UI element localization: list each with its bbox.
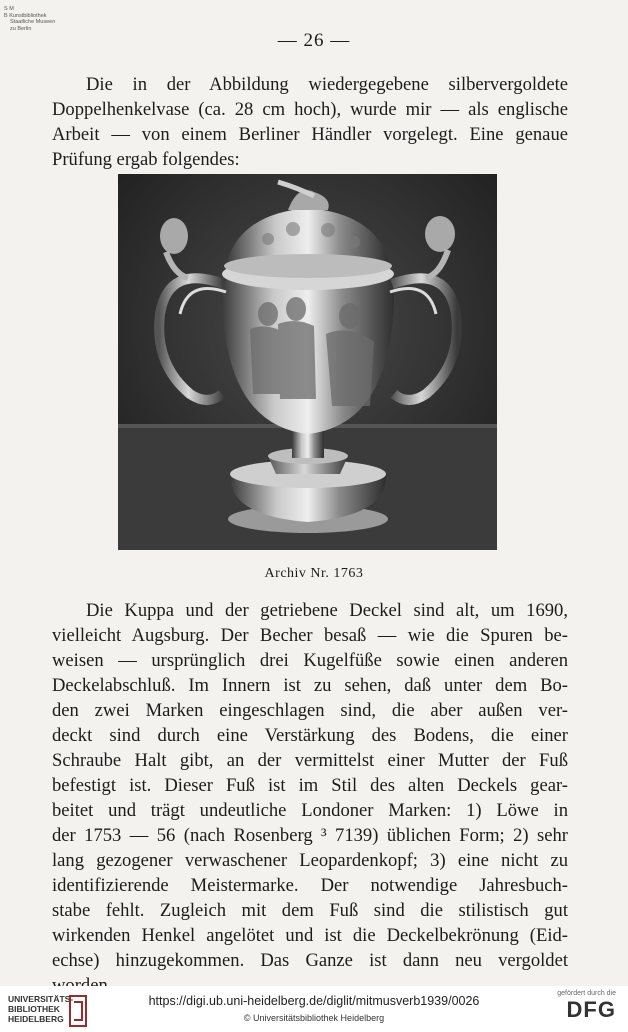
text-line: lang gezogener verwaschener Leopardenkopf; 3) eine nicht zu (52, 850, 568, 871)
text-line: identifizierende Meistermarke. Der notwendige Jahresbuch- (52, 875, 568, 896)
permalink-url[interactable]: https://digi.ub.uni-heidelberg.de/diglit/mitmusverb1939/0026 (148, 994, 480, 1008)
intro-paragraph (52, 72, 568, 172)
text-line: stabe fehlt. Zugleich mit dem Fuß sind die stilistisch gut (52, 900, 568, 921)
stamp-line: Staatliche Museen (10, 19, 56, 25)
text-line: deckt sind durch eine Verstärkung des Bodens, die einer (52, 725, 568, 746)
library-stamp (4, 6, 74, 32)
body-paragraph (52, 598, 568, 998)
viewer-footer (0, 986, 628, 1032)
logo-line: HEIDELBERG (8, 1014, 64, 1024)
stamp-line: S M (4, 6, 14, 12)
logo-line: BIBLIOTHEK (8, 1004, 60, 1014)
page-number: — 26 — (277, 30, 351, 51)
text-line: weisen — ursprünglich drei Kugelfüße sowie einen anderen (52, 650, 568, 671)
text-line: Die Kuppa und der getriebene Deckel sind alt, um 1690, (86, 600, 568, 621)
text-line: der 1753 — 56 (nach Rosenberg ³ 7139) üblichen Form; 2) sehr (52, 825, 568, 846)
image-caption: Archiv Nr. 1763 (264, 566, 364, 581)
text-line: den zwei Marken eingeschlagen sind, die aber außen ver- (52, 700, 568, 721)
dfg-logo-text: DFG (566, 997, 616, 1022)
vase-photograph (118, 174, 497, 550)
text-line: beitet und trägt undeutliche Londoner Marken: 1) Löwe in (52, 800, 568, 821)
copyright-notice: © Universitätsbibliothek Heidelberg (243, 1013, 385, 1023)
text-line: Schraube Halt gibt, an der vermittelst einer Mutter der Fuß (52, 750, 568, 771)
funding-note: gefördert durch die (557, 990, 616, 997)
vase-illustration (118, 174, 497, 550)
text-line: Arbeit — von einem Berliner Händler vorgelegt. Eine genaue (52, 124, 568, 145)
text-line: vielleicht Augsburg. Der Becher besaß — wie die Spuren be- (52, 625, 568, 646)
stamp-line: zu Berlin (10, 25, 32, 32)
stamp-line: B Kunstbibliothek (4, 12, 47, 19)
logo-line: UNIVERSITÄTS- (8, 994, 74, 1004)
text-line: Die in der Abbildung wiedergegebene silbervergoldete (86, 74, 568, 95)
text-line: Deckelabschluß. Im Innern ist zu sehen, daß unter dem Bo- (52, 675, 568, 696)
text-line: befestigt ist. Dieser Fuß ist im Stil des alten Deckels gear- (52, 775, 568, 796)
text-line: wirkenden Henkel angelötet und ist die Deckelbekrönung (Eid- (52, 925, 568, 946)
text-line: Prüfung ergab folgendes: (52, 149, 240, 170)
text-line: echse) hinzugekommen. Das Ganze ist dann neu vergoldet (52, 950, 568, 971)
dfg-funding-logo[interactable] (546, 990, 616, 1023)
text-line: Doppelhenkelvase (ca. 28 cm hoch), wurde mir — als englische (52, 99, 568, 120)
